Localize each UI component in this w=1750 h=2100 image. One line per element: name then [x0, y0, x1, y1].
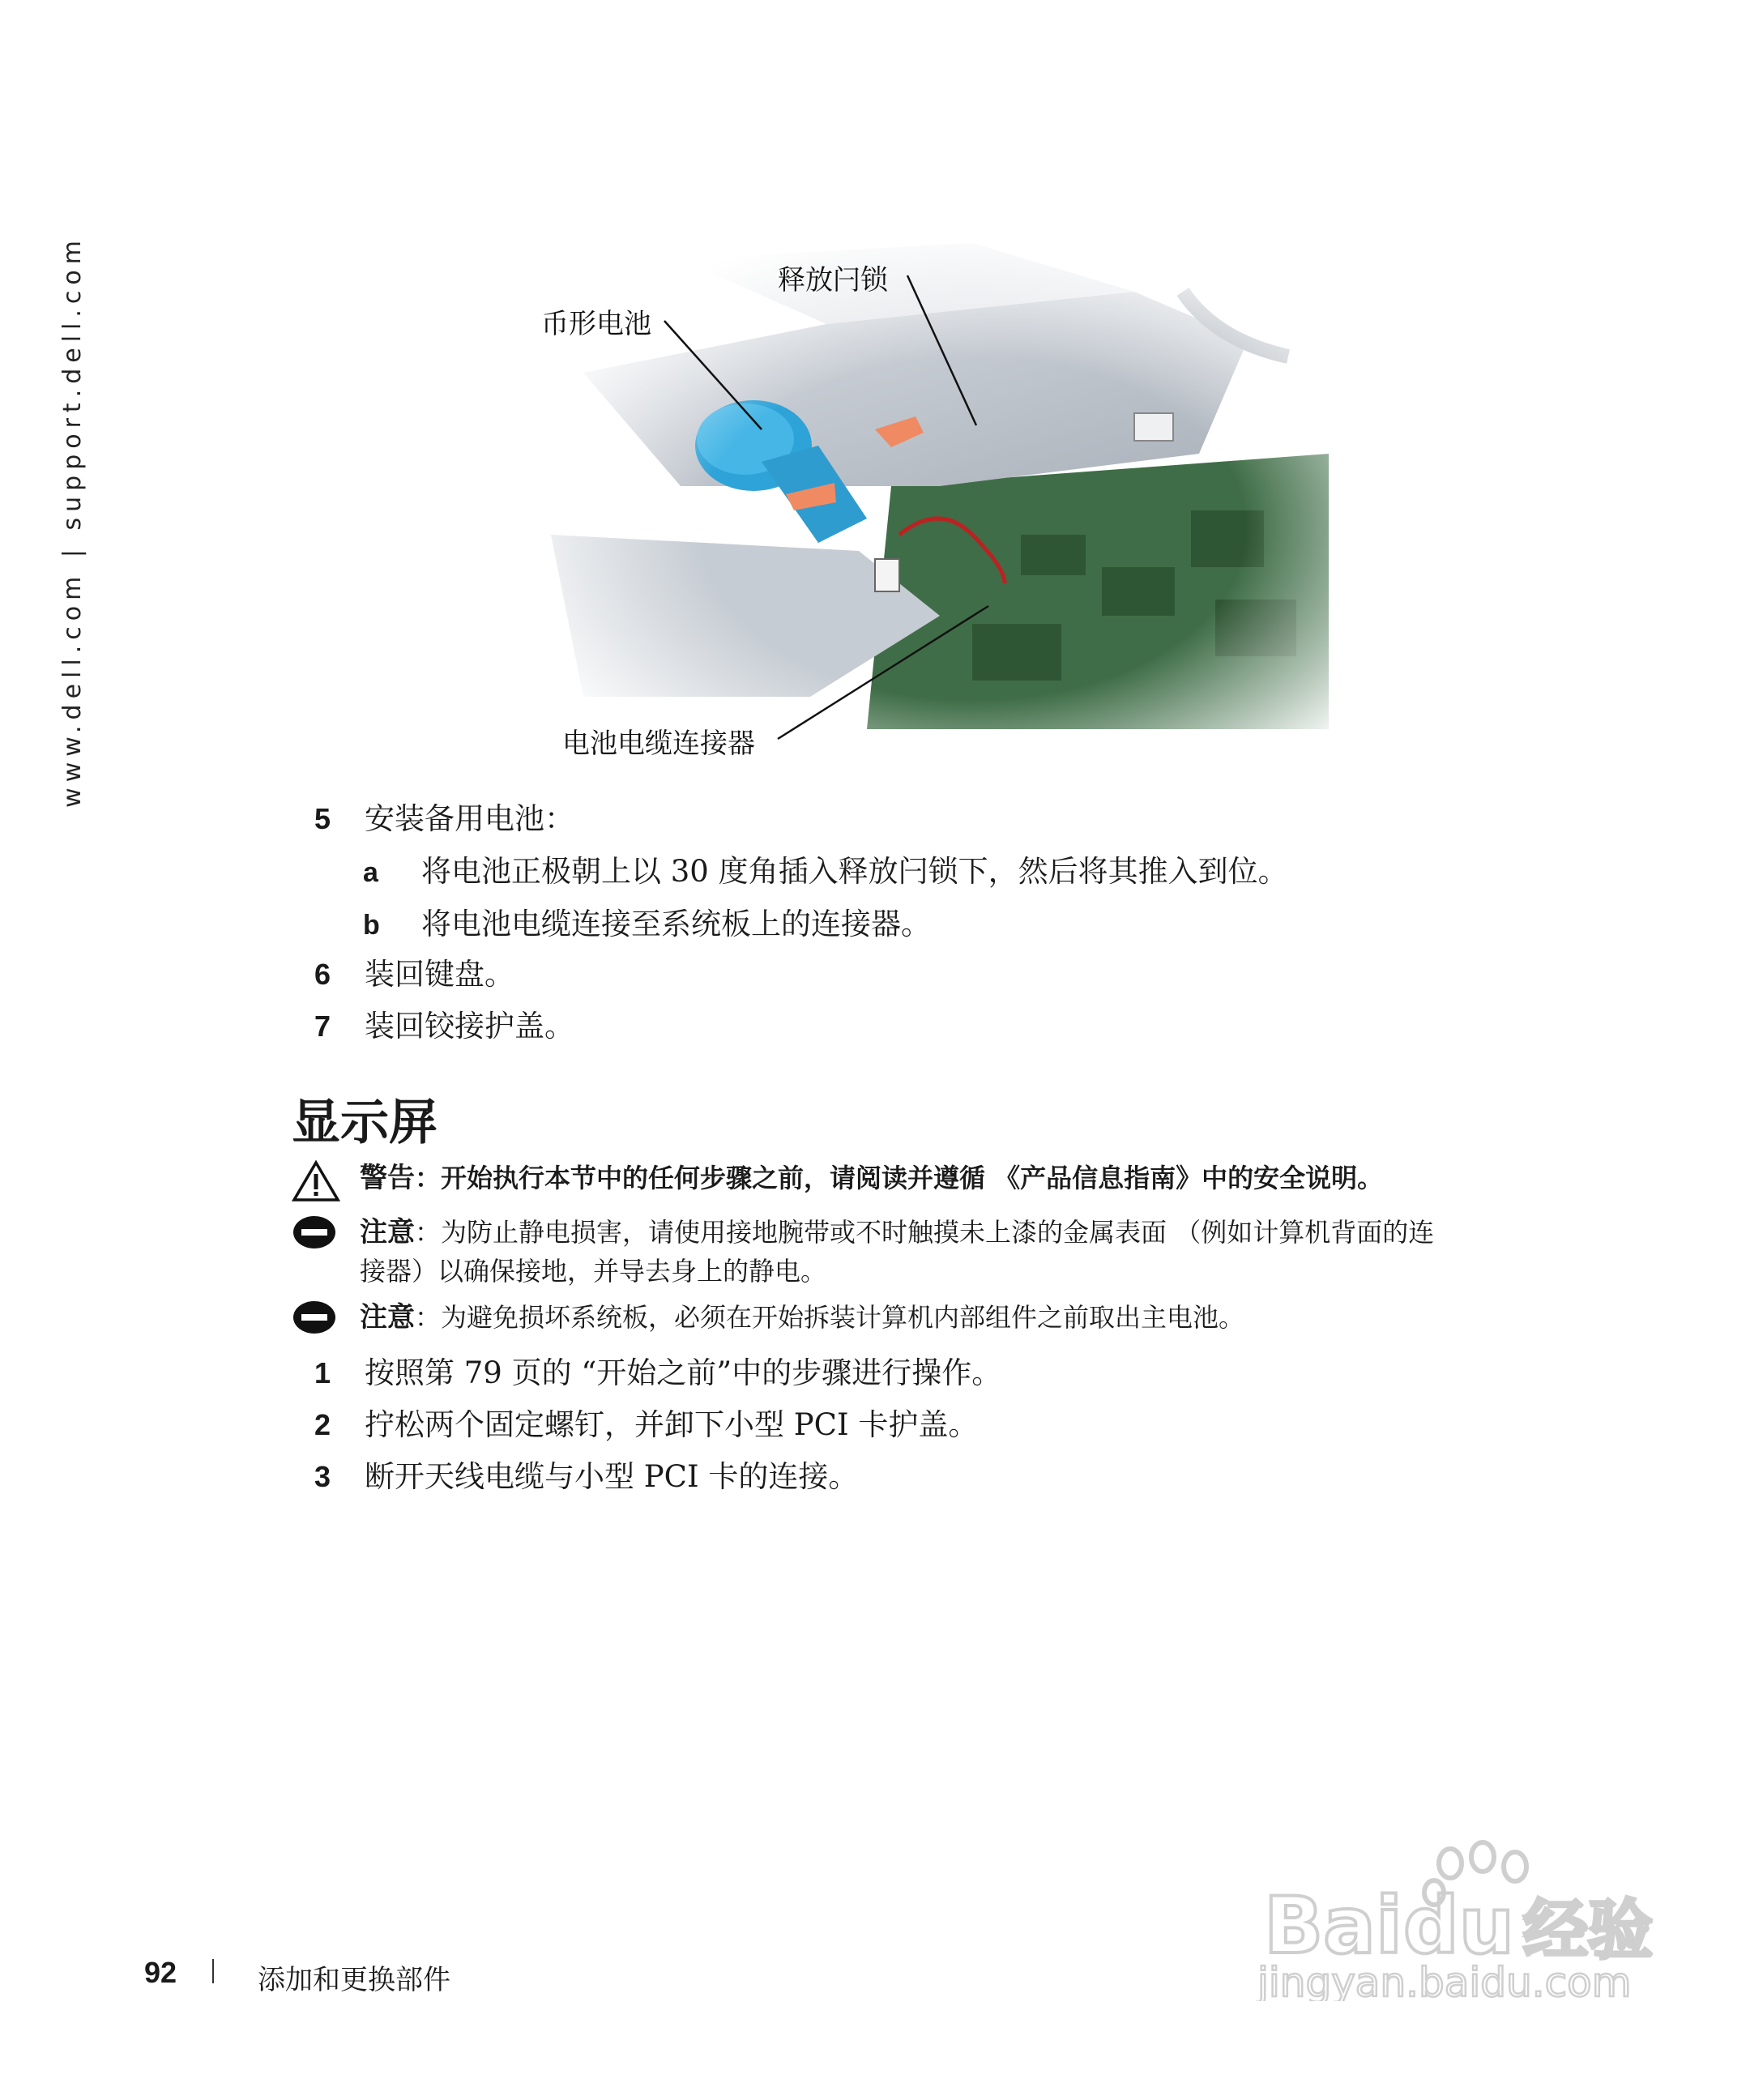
- svg-text:jingyan.baidu.com: jingyan.baidu.com: [1257, 1959, 1632, 2001]
- notice-text: 为防止静电损害，请使用接地腕带或不时触摸未上漆的金属表面 （例如计算机背面的连: [441, 1217, 1435, 1248]
- notice-label: 注意: [360, 1216, 415, 1248]
- substep-text: 将电池电缆连接至系统板上的连接器。: [421, 907, 931, 941]
- notice-text: 开始执行本节中的任何步骤之前，请阅读并遵循 《产品信息指南》中的安全说明。: [441, 1163, 1384, 1193]
- callout-battery-cable-connector: 电池电缆连接器: [562, 728, 755, 760]
- notice-separator: ：: [415, 1302, 442, 1333]
- svg-text:du: du: [1403, 1880, 1515, 1971]
- step-text: 装回铰接护盖。: [365, 1009, 574, 1044]
- notice-text: 为避免损坏系统板，必须在开始拆装计算机内部组件之前取出主电池。: [441, 1302, 1245, 1333]
- svg-text:Bai: Bai: [1264, 1880, 1402, 1971]
- step-5b: [363, 899, 931, 943]
- step-3: [314, 1452, 858, 1496]
- page-number: 92: [144, 1956, 177, 1989]
- step-1: [314, 1348, 1001, 1392]
- callout-coin-battery: 币形电池: [541, 308, 651, 340]
- baidu-paw-logo-icon: [1248, 1839, 1669, 2001]
- side-url: www.dell.com | support.dell.com: [58, 235, 87, 808]
- step-number: 7: [314, 1009, 331, 1043]
- step-number: 3: [314, 1460, 331, 1493]
- footer-divider: [212, 1959, 214, 1983]
- notice-label: 警告: [360, 1162, 415, 1194]
- section-title: 显示屏: [292, 1095, 438, 1151]
- notice-separator: ：: [415, 1217, 442, 1248]
- step-5: [314, 794, 574, 838]
- step-5a: [363, 847, 1288, 890]
- step-number: 2: [314, 1408, 331, 1441]
- substep-letter: b: [363, 910, 380, 941]
- step-text: 断开天线电缆与小型 PCI 卡的连接。: [365, 1459, 859, 1494]
- substep-text: 将电池正极朝上以 30 度角插入释放闩锁下，然后将其推入到位。: [421, 854, 1288, 889]
- substep-letter: a: [363, 857, 378, 888]
- chapter-title: 添加和更换部件: [258, 1964, 450, 1996]
- step-text: 拧松两个固定螺钉，并卸下小型 PCI 卡护盖。: [365, 1407, 979, 1442]
- step-number: 5: [314, 802, 331, 835]
- caution-icon: [292, 1214, 337, 1261]
- caution-notice-static: [292, 1213, 1604, 1291]
- step-text: 装回键盘。: [365, 957, 514, 992]
- notice-text-continued: 接器）以确保接地，并导去身上的静电。: [360, 1256, 827, 1287]
- step-number: 6: [314, 958, 331, 991]
- step-6: [314, 950, 514, 993]
- warning-triangle-icon: [292, 1160, 340, 1213]
- step-text: 安装备用电池：: [365, 801, 574, 836]
- notice-separator: ：: [415, 1163, 442, 1193]
- baidu-jingyan-watermark: [1248, 1839, 1669, 2004]
- caution-icon: [292, 1300, 337, 1346]
- caution-notice-battery: [292, 1298, 1604, 1337]
- battery-illustration: [519, 243, 1750, 762]
- callout-release-latch: 释放闩锁: [778, 264, 888, 297]
- svg-text:经验: 经验: [1523, 1893, 1653, 1968]
- notice-label: 注意: [360, 1301, 415, 1334]
- step-2: [314, 1400, 978, 1444]
- step-7: [314, 1001, 574, 1045]
- step-text: 按照第 79 页的 “开始之前”中的步骤进行操作。: [365, 1355, 1002, 1390]
- step-number: 1: [314, 1356, 331, 1389]
- warning-notice: [292, 1159, 1604, 1197]
